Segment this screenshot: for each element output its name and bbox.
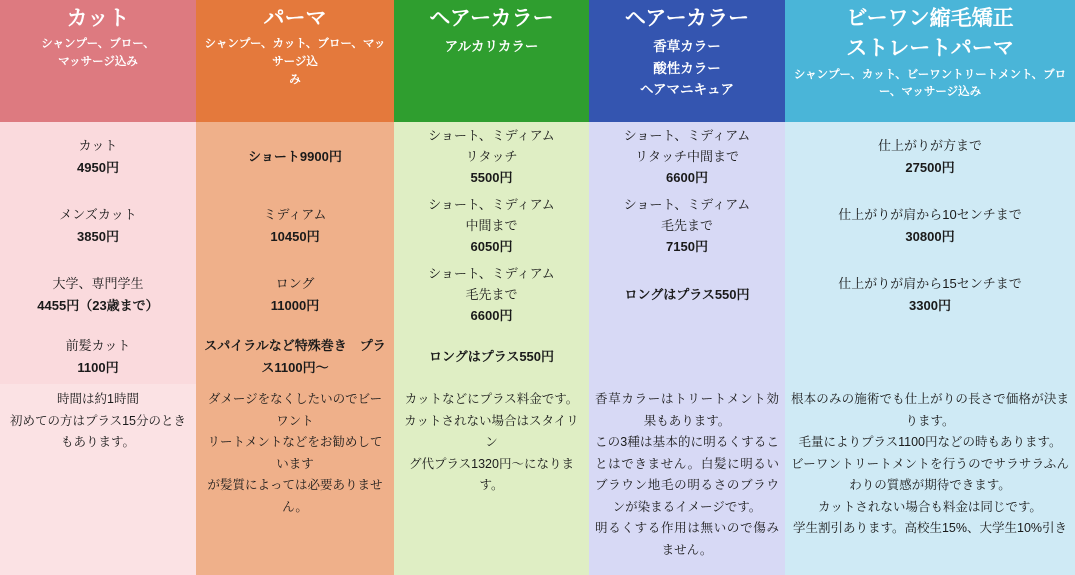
price-line: 30800円 [905, 228, 955, 244]
note-line: ビーワントリートメントを行うのでサラサラふんわりの質感が期待できます。 [791, 456, 1069, 492]
price-line: 4950円 [77, 159, 119, 175]
note-line: グ代プラス1320円～になります。 [409, 456, 574, 492]
note-cell [196, 384, 394, 575]
price-line: 7150円 [666, 239, 708, 255]
price-cell [785, 122, 1075, 191]
column-header-haircolor-kousou [589, 0, 785, 122]
price-line: 3850円 [77, 228, 119, 244]
column-title-secondary: ストレートパーマ [846, 37, 1014, 61]
price-line: ショート、ミディアム [623, 127, 751, 143]
column-subtitle-line: シャンプー、カット、ブロー、マッサージ込 [204, 38, 386, 69]
price-line: 仕上がりが方まで [877, 138, 982, 154]
note-line: 香草カラーはトリートメント効果もあります。 [595, 392, 779, 428]
column-subtitle [794, 67, 1066, 103]
price-line: 4455円（23歳まで） [37, 297, 159, 313]
price-cell [785, 191, 1075, 260]
note-line: 時間は約1時間 [57, 392, 139, 406]
price-line: ロングはプラス550円 [428, 348, 555, 364]
note-line: この3種は基本的に明るくすることはできません。白髪に明るいブラウン地毛の明るさのブラウンが染まるイメージです。 [595, 435, 779, 514]
column-title: ヘアーカラー [624, 7, 750, 30]
price-cell [0, 329, 196, 384]
price-cell [589, 191, 785, 260]
price-line: 1100円 [77, 359, 119, 375]
price-line: ショート9900円 [248, 148, 342, 164]
price-line: 27500円 [905, 159, 955, 175]
note-line: ダメージをなくしたいのでビーワント [207, 392, 383, 428]
price-line: 11000円 [270, 297, 320, 313]
price-cell [0, 191, 196, 260]
note-cell [785, 384, 1075, 575]
price-cell [394, 329, 589, 384]
price-cell [589, 122, 785, 191]
note-line: が髪質によっては必要ありません。 [207, 478, 383, 514]
note-line: 明るくする作用は無いので傷みません。 [595, 521, 779, 557]
column-subtitle-line: み [289, 73, 301, 86]
column-subtitle-line: 酸性カラー [653, 60, 721, 76]
column-title: ヘアーカラー [429, 7, 554, 30]
price-cell [394, 260, 589, 329]
price-line: 5500円 [470, 170, 513, 186]
price-line: ロング [275, 276, 315, 292]
price-line: ミディアム [263, 207, 327, 223]
price-line: リタッチ中間まで [634, 148, 739, 164]
note-line: リートメントなどをお勧めしています [207, 435, 383, 471]
column-subtitle [202, 36, 388, 89]
price-line: 6600円 [666, 170, 708, 186]
price-cell [589, 329, 785, 384]
column-header-cut [0, 0, 196, 122]
column-subtitle-line: マッサージ込み [58, 56, 138, 69]
column-subtitle-line: シャンプー、ブロー、 [41, 38, 155, 51]
price-line: ショート、ミディアム [428, 196, 555, 212]
column-subtitle-line: 香草カラー [653, 39, 721, 55]
price-cell [196, 122, 394, 191]
note-cell [394, 384, 589, 575]
price-line: 6600円 [470, 308, 513, 324]
price-cell [0, 260, 196, 329]
column-subtitle [445, 36, 539, 58]
price-line: ショート、ミディアム [623, 196, 751, 212]
column-header-haircolor-alkali [394, 0, 589, 122]
note-line: 毛量によりプラス1100円などの時もあります。 [798, 435, 1062, 449]
price-cell [394, 191, 589, 260]
price-line: 中間まで [465, 217, 518, 233]
column-title: カット [66, 7, 130, 30]
price-line: 3300円 [909, 297, 951, 313]
note-line: 根本のみの施術でも仕上がりの長さで価格が決まります。 [791, 392, 1069, 428]
price-line: 毛先まで [660, 217, 713, 233]
price-line: 大学、専門学生 [52, 276, 144, 292]
price-cell [785, 260, 1075, 329]
column-subtitle [640, 36, 734, 101]
price-line: ロングはプラス550円 [624, 286, 750, 302]
price-line: カット [78, 138, 118, 154]
price-line: 仕上がりが肩から15センチまで [838, 276, 1022, 292]
column-header-perm [196, 0, 394, 122]
note-cell [0, 384, 196, 575]
price-line: 6050円 [470, 239, 513, 255]
column-subtitle-line: ヘアマニキュア [639, 82, 735, 98]
price-line: リタッチ [465, 148, 518, 164]
column-title: パーマ [263, 7, 327, 30]
price-cell [589, 260, 785, 329]
price-cell [196, 329, 394, 384]
price-cell [196, 191, 394, 260]
price-line: ショート、ミディアム [428, 265, 555, 281]
column-subtitle-line: アルカリカラー [444, 39, 539, 55]
note-line: カットなどにプラス料金です。 [404, 392, 579, 406]
price-line: 毛先まで [465, 286, 518, 302]
price-line: メンズカット [59, 207, 137, 223]
price-line: 10450円 [270, 228, 320, 244]
note-line: 初めての方はプラス15分のときもあります。 [9, 413, 187, 449]
price-cell [394, 122, 589, 191]
note-line: 学生割引あります。高校生15%、大学生10%引き [792, 521, 1068, 535]
note-line: カットされない場合も料金は同じです。 [818, 499, 1042, 514]
price-line: ショート、ミディアム [428, 127, 555, 143]
column-subtitle-line: シャンプー、カット、ビーワントリートメント、ブロ [793, 68, 1067, 81]
column-header-bione-straight [785, 0, 1075, 122]
price-line: 仕上がりが肩から10センチまで [838, 207, 1022, 223]
note-cell [589, 384, 785, 575]
price-line: スパイラルなど特殊巻き プラス1100円～ [204, 338, 386, 375]
price-line: 前髪カット [65, 338, 131, 354]
column-title: ビーワン縮毛矯正 [846, 7, 1014, 30]
price-cell [785, 329, 1075, 384]
column-subtitle-line: ー、マッサージ込み [878, 86, 982, 99]
note-line: カットされない場合はスタイリン [404, 413, 579, 449]
column-subtitle [41, 36, 155, 72]
price-cell [0, 122, 196, 191]
price-cell [196, 260, 394, 329]
